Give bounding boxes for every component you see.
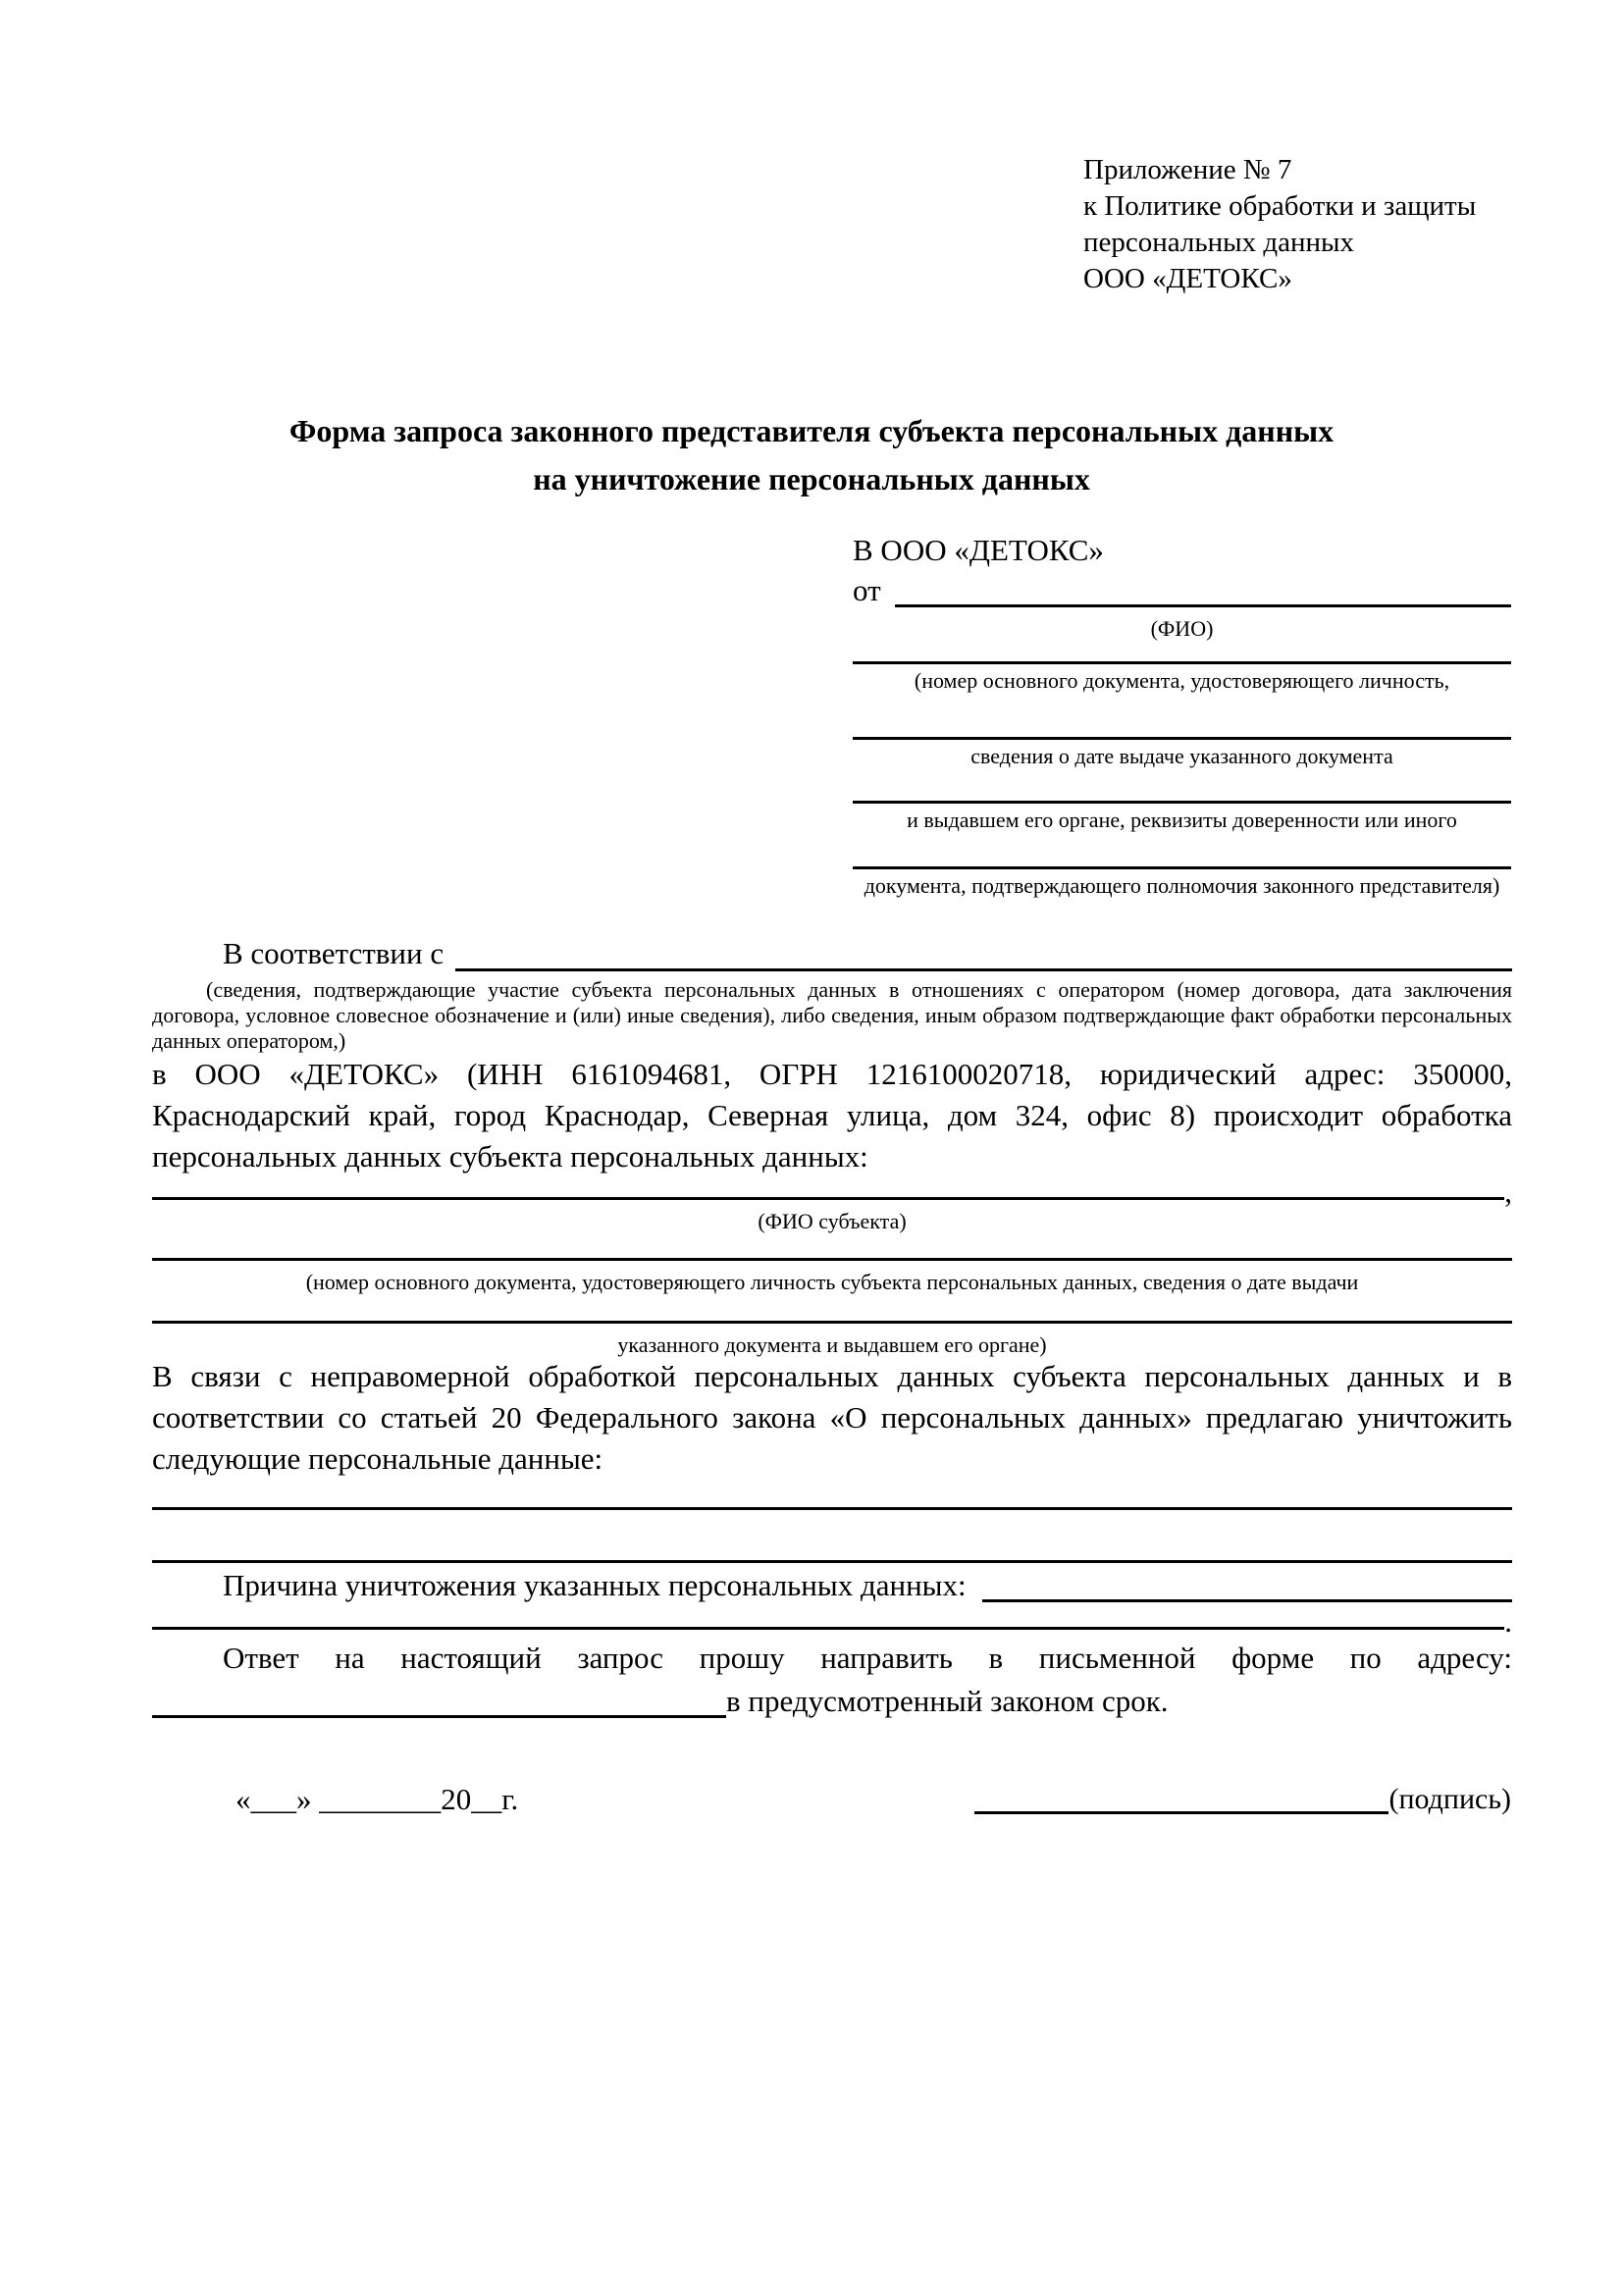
- subject-doc-caption-1: (номер основного документа, удостоверяющего личность субъекта персональных данных, сведения о дате выдачи: [305, 1270, 1359, 1294]
- accordance-blank-line: [455, 932, 1512, 971]
- response-paragraph: Ответ на настоящий запрос прошу направить в письменной форме по адресу:: [223, 1641, 1512, 1675]
- doc-authority-blank-line: [853, 801, 1511, 804]
- subject-doc-blank-line-2: [152, 1301, 1512, 1324]
- subject-doc-blank-line: [152, 1238, 1512, 1261]
- form-title: [0, 407, 1623, 503]
- doc-authority-caption: и выдавшем его органе, реквизиты доверенности или иного: [907, 808, 1457, 832]
- subject-fio-blank-line: [152, 1177, 1504, 1200]
- addressee-to: В ООО «ДЕТОКС»: [853, 533, 1104, 567]
- fio-caption: (ФИО): [1150, 616, 1214, 641]
- response-tail-text: в предусмотренный законом срок.: [726, 1684, 1169, 1718]
- subject-doc-caption-2: указанного документа и выдавшем его органе): [617, 1332, 1047, 1357]
- data-to-destroy-blank-line-2: [152, 1540, 1512, 1563]
- appendix-header-line: ООО «ДЕТОКС»: [1083, 263, 1292, 294]
- accordance-label: В соответствии с: [223, 936, 445, 970]
- signature-block: [974, 1778, 1511, 1821]
- signature-blank-line: [974, 1778, 1388, 1814]
- authority-proof-blank-line: [853, 866, 1511, 869]
- appendix-header-line: Приложение № 7: [1083, 154, 1292, 185]
- subject-doc-row-2: [152, 1301, 1512, 1331]
- from-label: от: [853, 573, 881, 607]
- subject-fio-caption: (ФИО субъекта): [758, 1209, 907, 1233]
- footer: [152, 1778, 1511, 1821]
- representative-doc-caption: (номер основного документа, удостоверяющего личность,: [914, 668, 1450, 693]
- data-to-destroy-blank-line-1: [152, 1487, 1512, 1510]
- accordance-note: (сведения, подтверждающие участие субъекта персональных данных в отношениях с оператором (номер договора, дата заключения договора, условное словесное обозначение и (или) иные сведения), либо сведения, иным образом подтверждающие факт обработки персональных данных оператором,): [152, 977, 1512, 1053]
- subject-fio-line-comma: ,: [1504, 1174, 1512, 1209]
- subject-doc-row: [152, 1238, 1512, 1268]
- accordance-row: [152, 932, 1512, 975]
- reason-blank-line: [982, 1564, 1512, 1602]
- doc-issue-date-blank-line: [853, 737, 1511, 740]
- reason-row: [152, 1564, 1512, 1607]
- appendix-header-line: к Политике обработки и защиты: [1083, 190, 1477, 222]
- authority-proof-caption: документа, подтверждающего полномочия законного представителя): [864, 873, 1500, 898]
- representative-fio-blank-line: [895, 569, 1511, 607]
- subject-fio-row: [152, 1174, 1512, 1209]
- appendix-header: [1083, 152, 1476, 297]
- form-title-line: на уничтожение персональных данных: [533, 461, 1090, 496]
- reason-continuation-blank-line: [152, 1607, 1504, 1630]
- from-row: [853, 569, 1511, 612]
- appendix-header-line: персональных данных: [1083, 227, 1355, 258]
- data-to-destroy-row-1: [152, 1487, 1512, 1517]
- response-address-blank-line: [152, 1680, 726, 1718]
- form-title-line: Форма запроса законного представителя субъекта персональных данных: [288, 413, 1335, 448]
- response-address-row: [152, 1680, 1512, 1723]
- reason-continuation-row: [152, 1604, 1512, 1639]
- reason-label: Причина уничтожения указанных персональных данных:: [223, 1568, 967, 1602]
- signature-caption: (подпись): [1388, 1783, 1511, 1815]
- date-line: «___» ________20__г.: [236, 1782, 519, 1816]
- representative-doc-blank-line: [853, 661, 1511, 664]
- doc-issue-date-caption: сведения о дате выдаче указанного документа: [970, 744, 1393, 768]
- claim-paragraph: В связи с неправомерной обработкой персональных данных субъекта персональных данных и в соответствии со статьей 20 Федерального закона «О персональных данных» предлагаю уничтожить следующие персональные данные:: [152, 1359, 1512, 1476]
- operator-paragraph: в ООО «ДЕТОКС» (ИНН 6161094681, ОГРН 1216100020718, юридический адрес: 350000, Краснодарский край, город Краснодар, Северная улица, дом 324, офис 8) происходит обработка персональных данных субъекта персональных данных:: [152, 1057, 1512, 1174]
- reason-line-period: .: [1504, 1604, 1512, 1639]
- main-body: [152, 932, 1512, 1723]
- addressee-block: [853, 532, 1511, 899]
